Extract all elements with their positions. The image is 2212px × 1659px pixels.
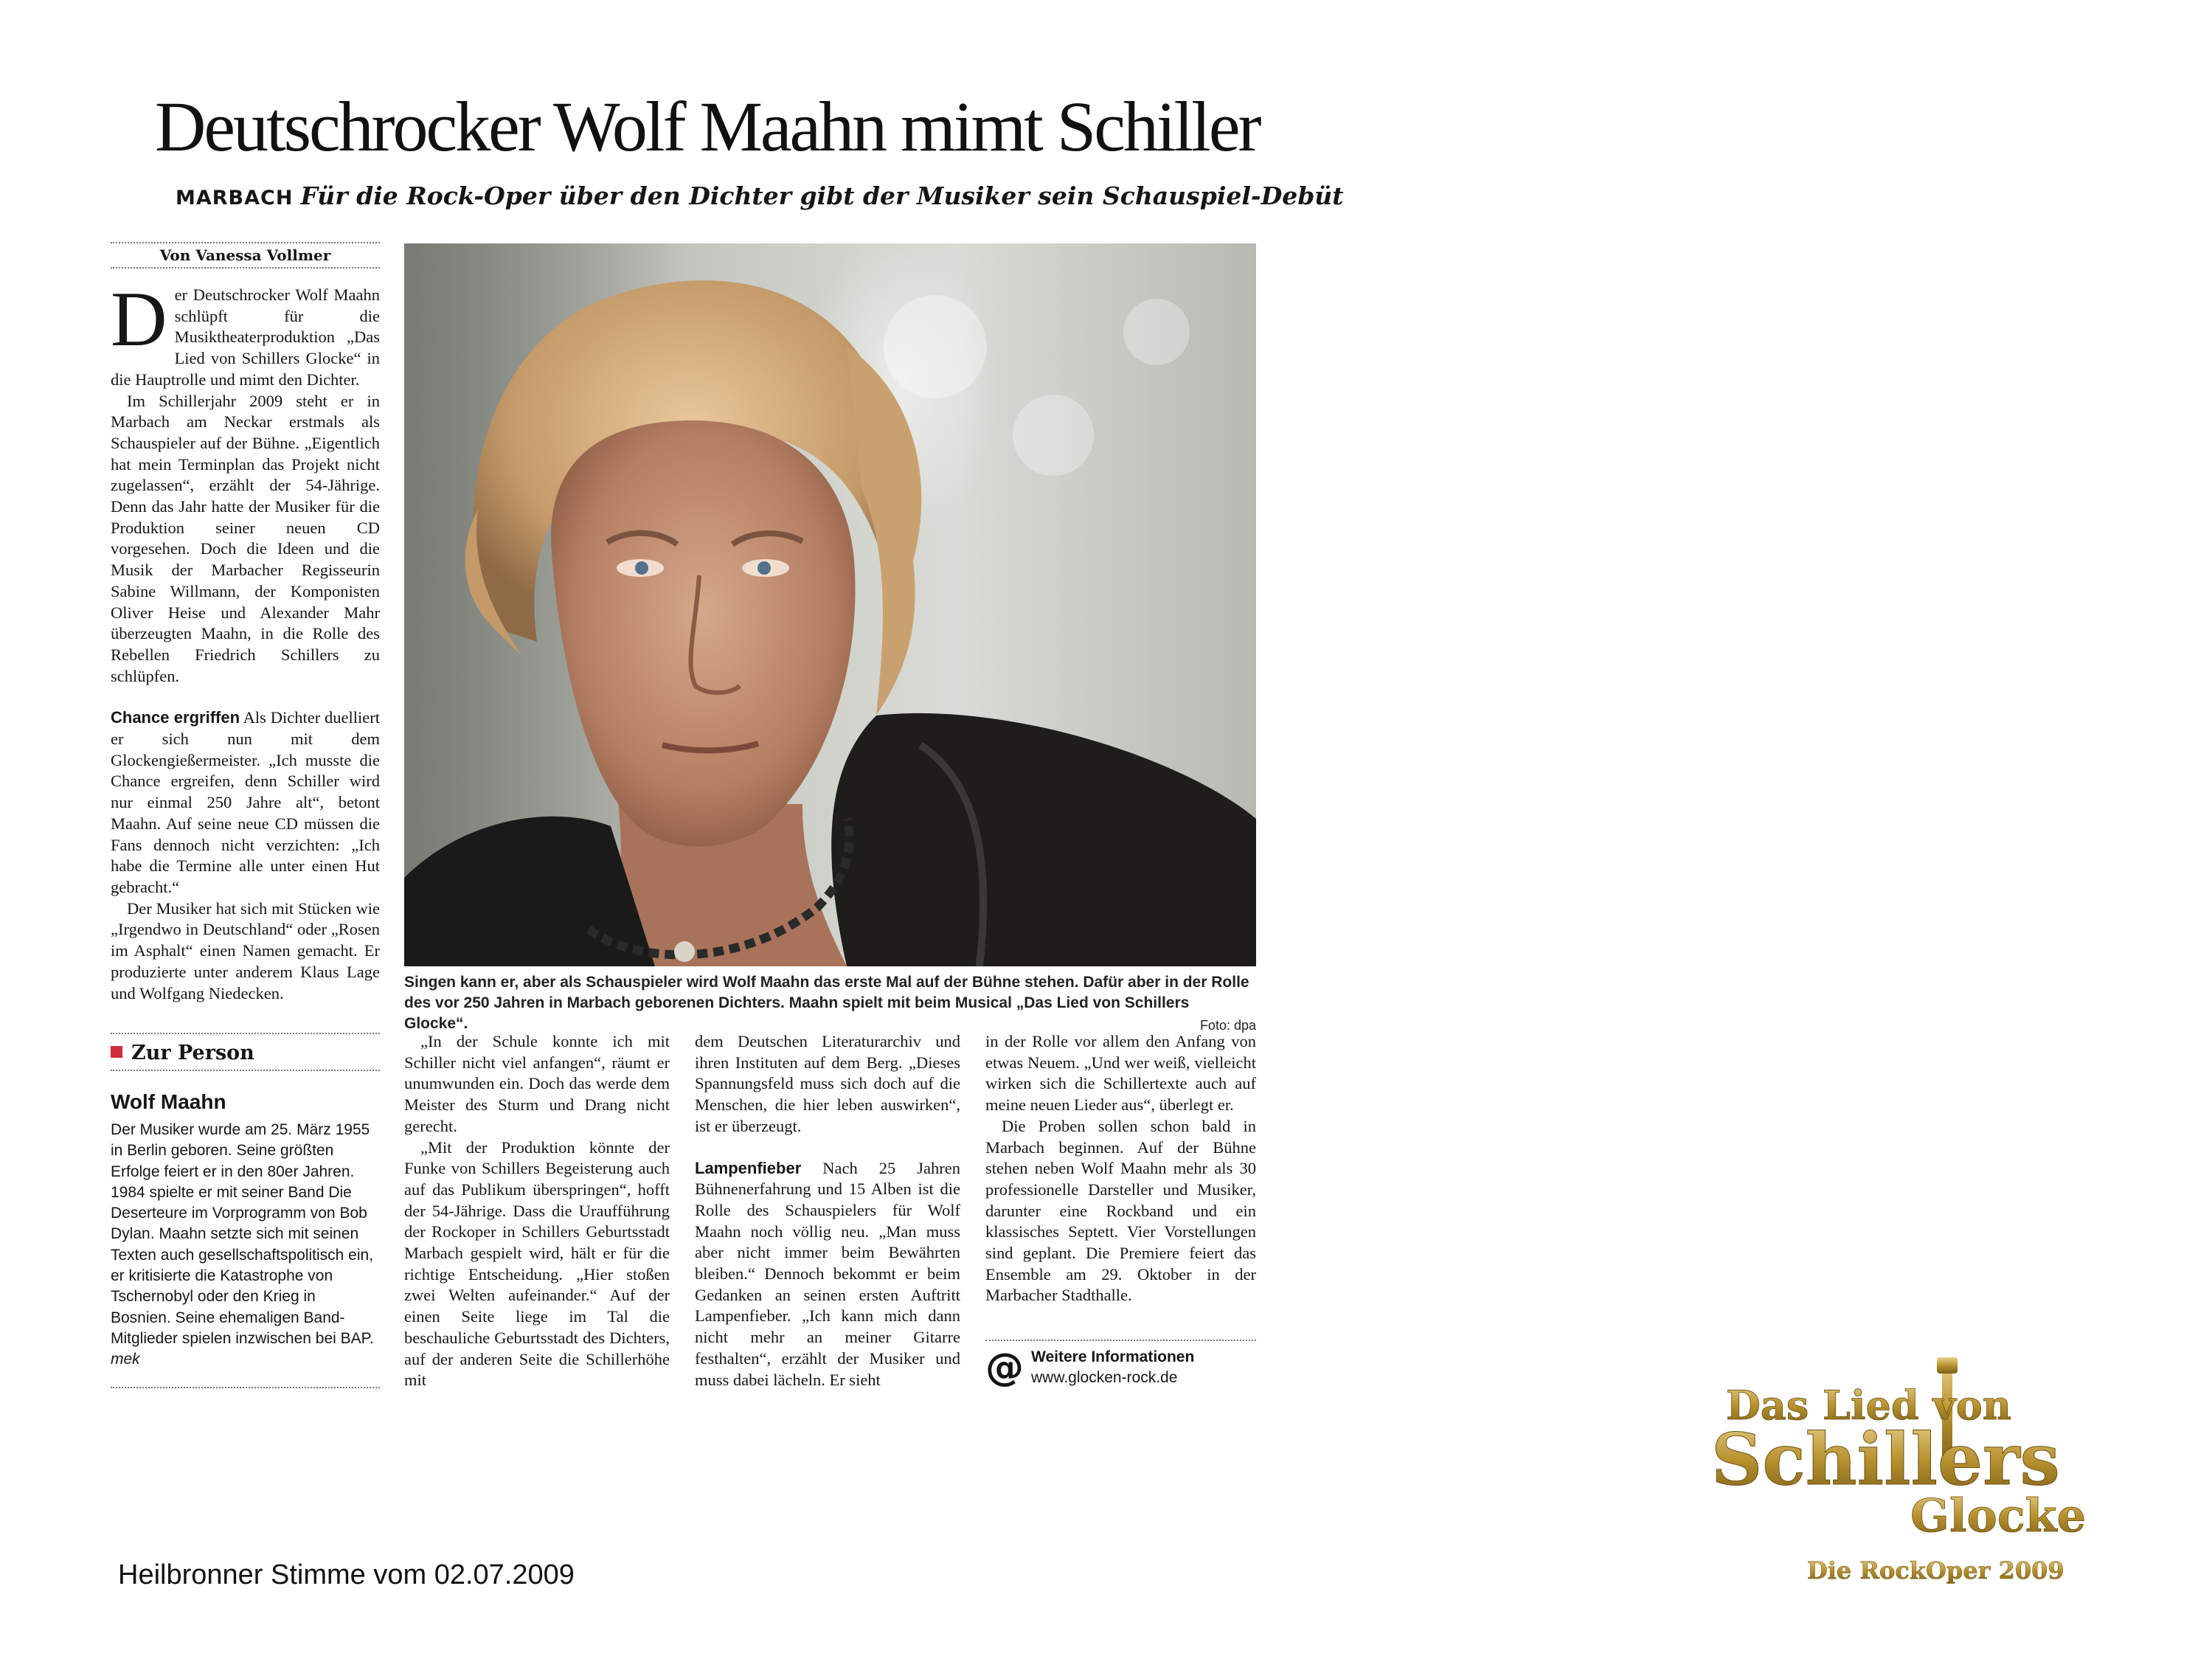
subline [176, 180, 1344, 215]
source-line: Heilbronner Stimme vom 02.07.2009 [118, 1559, 575, 1590]
author-signature: mek [111, 1351, 140, 1368]
photo-caption [404, 972, 1256, 1036]
paragraph: „Mit der Produktion könnte der Funke von Schillers Begeisterung auch auf das Publikum überspringen“, hofft der 54-Jährige. Dass die Uraufführung der Rockoper in Schillers Geburtsstadt Marbach gespielt wird, hält er für die richtige Entscheidung. „Hier stoßen zwei Welten aufeinander.“ Auf der einen Seite liege im Tal die beschauliche Geburtsstadt des Dichters, auf der anderen Seite die Schillerhöhe mit [404, 1137, 670, 1390]
info-url[interactable]: www.glocken-rock.de [1031, 1369, 1178, 1386]
byline: Von Vanessa Vollmer [159, 246, 331, 264]
drop-cap: D [111, 276, 167, 362]
paragraph: Die Proben sollen schon bald in Marbach beginnen. Auf der Bühne stehen neben Wolf Maahn mehr als 30 professionelle Darsteller und Musiker, darunter eine Rockband und ein klassisches Septett. Vier Vorstellungen sind geplant. Die Premiere feiert das Ensemble am 29. Oktober in der Marbacher Stadthalle. [985, 1116, 1256, 1305]
paragraph-text: Nach 25 Jahren Bühnenerfahrung und 15 Alben ist die Rolle des Schauspielers für Wolf Maahn noch völlig neu. „Man muss aber nicht immer beim Bewährten bleiben.“ Dennoch bekommt er beim Gedanken an seinen ersten Auftritt Lampenfieber. „Ich kann mich dann nicht mehr an meiner Gitarre festhalten“, erzählt der Musiker und muss dabei lächeln. Er sieht [695, 1158, 960, 1389]
sidebar-heading [111, 1039, 380, 1068]
headline: Deutschrocker Wolf Maahn mimt Schiller [155, 87, 1260, 166]
guitar-head-icon [1937, 1357, 1958, 1374]
at-icon: @ [985, 1345, 1024, 1390]
info-title: Weitere Informationen [1031, 1348, 1195, 1365]
logo-line-1: Das Lied von [1726, 1382, 2012, 1429]
paragraph: „In der Schule konnte ich mit Schiller nicht viel anfangen“, räumt er unumwunden ein. Doch das werde dem Meister des Sturm und Drang nicht gerecht. [404, 1032, 670, 1135]
caption-text: Singen kann er, aber als Schauspieler wird Wolf Maahn das erste Mal auf der Bühne stehen. Dafür aber in der Rolle des vor 250 Jahren in Marbach geborenen Dichters. Maahn spielt mit beim Musical „Das Lied von Schillers Glocke“. [404, 974, 1249, 1032]
paragraph: Im Schillerjahr 2009 steht er in Marbach am Neckar erstmals als Schauspieler auf der Bühne. „Eigentlich hat mein Terminplan das Projekt nicht zugelassen“, erzählt der 54-Jährige. Denn das Jahr hatte der Musiker für die Produktion seiner neuen CD vorgesehen. Doch die Ideen und die Musik der Marbacher Regisseurin Sabine Willmann, der Komponisten Oliver Heise und Alexander Mahr überzeugten Maahn, in die Rolle des Rebellen Friedrich Schillers zu schlüpfen. [111, 391, 380, 685]
article-column-2 [404, 1031, 670, 1391]
subheading: Chance ergriffen [111, 708, 240, 727]
logo-line-3: Glocke [1910, 1489, 2087, 1542]
portrait-photo [404, 243, 1256, 966]
paragraph [111, 707, 380, 898]
divider [111, 1033, 380, 1034]
paragraph-text: Als Dichter duelliert er sich nun mit dem Glockengießermeister. „Ich musste die Chance ergreifen, denn Schiller wird nur einmal 250 Jahre alt“, betont Maahn. Auf seine neue CD müssen die Fans dennoch nicht verzichten: „Ich habe die Termine alle unter einen Hut gebracht.“ [111, 708, 380, 896]
divider [111, 1070, 380, 1071]
paragraph: er Deutschrocker Wolf Maahn schlüpft für die Musiktheaterproduktion „Das Lied von Schillers Glocke“ in die Hauptrolle und mimt den Dichter. [111, 285, 380, 389]
sidebar-text [111, 1120, 380, 1371]
article-column-4 [985, 1031, 1256, 1306]
logo-line-4: Die RockOper 2009 [1807, 1556, 2064, 1584]
kicker: MARBACH [176, 187, 294, 209]
divider [111, 1387, 380, 1388]
square-bullet-icon [111, 1046, 122, 1058]
sidebar-heading-text: Zur Person [131, 1042, 254, 1064]
divider [111, 242, 380, 243]
divider [985, 1340, 1256, 1341]
sidebar-body: Der Musiker wurde am 25. März 1955 in Berlin geboren. Seine größten Erfolge feiert er in den 80er Jahren. 1984 spielte er mit seiner Band Die Deserteure im Vorprogramm von Bob Dylan. Maahn setzte sich mit seinen Texten auch gesellschaftspolitisch ein, er kritisierte die Katastrophe von Tschernobyl oder den Krieg in Bosnien. Seine ehemaligen Band-Mitglieder spielen inzwischen bei BAP. [111, 1121, 374, 1347]
paragraph: dem Deutschen Literaturarchiv und ihren Instituten auf dem Berg. „Dieses Spannungsfeld muss sich doch auf die Menschen, die hier leben auswirken“, ist er überzeugt. [695, 1032, 960, 1135]
photo-credit: Foto: dpa [1199, 1018, 1256, 1033]
paragraph: in der Rolle vor allem den Anfang von etwas Neuem. „Und wer weiß, vielleicht wirken sich die Schillertexte auch auf meine neuen Lieder aus“, überlegt er. [985, 1032, 1256, 1115]
article-column-3 [695, 1031, 960, 1390]
logo-line-2: Schillers [1711, 1418, 2060, 1501]
portrait-illustration [404, 243, 1256, 966]
paragraph [695, 1158, 960, 1391]
rockoper-logo [1711, 1357, 2154, 1593]
sidebar-name: Wolf Maahn [111, 1090, 226, 1113]
deck: Für die Rock-Oper über den Dichter gibt der Musiker sein Schauspiel-Debüt [300, 181, 1344, 210]
divider [111, 267, 380, 269]
article-column-1 [111, 276, 380, 1004]
subheading: Lampenfieber [695, 1158, 802, 1177]
paragraph: Der Musiker hat sich mit Stücken wie „Irgendwo in Deutschland“ oder „Rosen im Asphalt“ einen Namen gemacht. Er produzierte unter anderem Klaus Lage und Wolfgang Niedecken. [111, 898, 380, 1002]
